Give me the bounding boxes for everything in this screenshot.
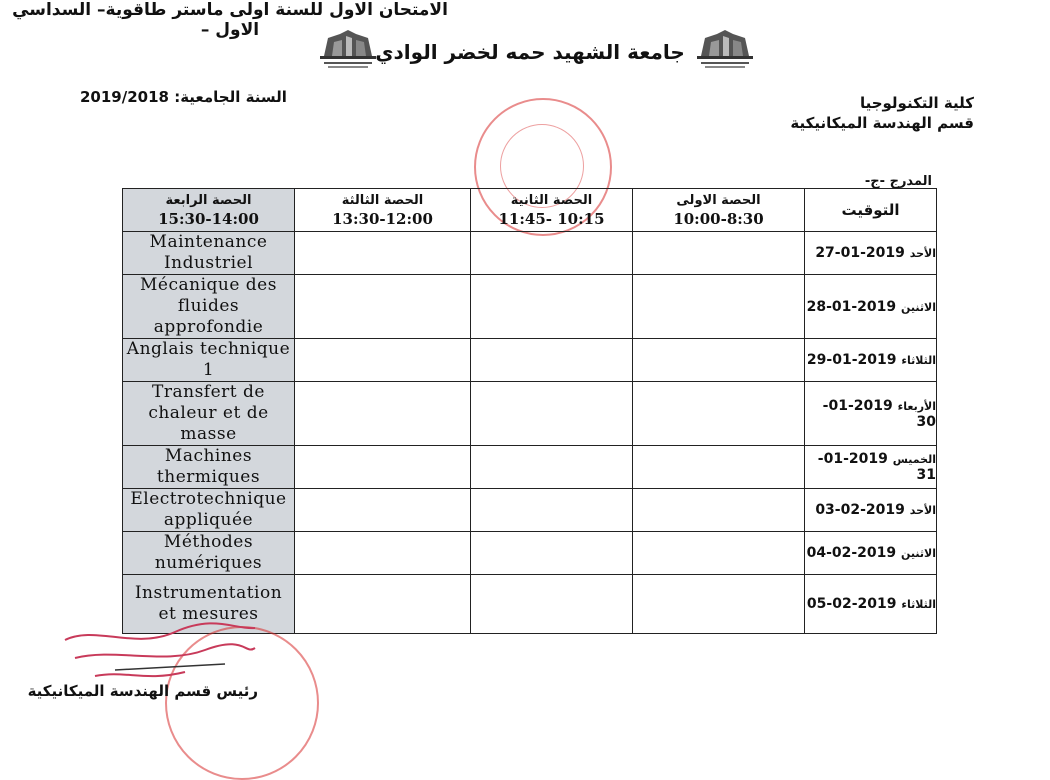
empty-cell xyxy=(295,575,471,634)
empty-cell xyxy=(295,489,471,532)
date-value: 2019-02-05 xyxy=(806,596,897,612)
subject-cell: Electrotechnique appliquée xyxy=(123,489,295,532)
academic-year: السنة الجامعية: 2019/2018 xyxy=(80,88,287,106)
period-2-header xyxy=(471,189,633,232)
table-row xyxy=(123,339,937,382)
empty-cell xyxy=(295,532,471,575)
subject-cell: Maintenance Industriel xyxy=(123,232,295,275)
subject-cell: Méthodes numériques xyxy=(123,532,295,575)
date-value: 2019-01-30 xyxy=(822,397,936,430)
table-row xyxy=(123,382,937,446)
subject-cell: Machines thermiques xyxy=(123,446,295,489)
day-name: الخميس xyxy=(892,453,936,466)
empty-cell xyxy=(295,382,471,446)
empty-cell xyxy=(471,275,633,339)
date-value: 2019-02-04 xyxy=(806,545,897,561)
department-head-signature-title: رئيس قسم الهندسة الميكانيكية xyxy=(27,682,258,700)
empty-cell xyxy=(295,232,471,275)
period-1-header xyxy=(633,189,805,232)
empty-cell xyxy=(295,275,471,339)
table-row xyxy=(123,532,937,575)
timing-header: التوقيت xyxy=(805,189,937,232)
hall-label: المدرج -ج- xyxy=(864,174,932,189)
empty-cell xyxy=(471,382,633,446)
period-1-name: الحصة الاولى xyxy=(676,193,761,208)
date-value: 2019-01-28 xyxy=(806,298,897,315)
date-cell xyxy=(805,575,937,634)
empty-cell xyxy=(295,446,471,489)
date-cell xyxy=(805,232,937,275)
period-4-header xyxy=(123,189,295,232)
empty-cell xyxy=(295,339,471,382)
date-cell xyxy=(805,339,937,382)
faculty-department xyxy=(790,93,974,133)
day-name: الأحد xyxy=(909,504,936,517)
date-cell xyxy=(805,446,937,489)
date-cell xyxy=(805,382,937,446)
empty-cell xyxy=(633,232,805,275)
empty-cell xyxy=(633,575,805,634)
table-header-row xyxy=(123,189,937,232)
date-value: 2019-02-03 xyxy=(815,502,905,518)
date-cell xyxy=(805,275,937,339)
subject-cell: Mécanique des fluides approfondie xyxy=(123,275,295,339)
day-name: الأحد xyxy=(909,247,936,260)
table-row xyxy=(123,489,937,532)
department-name: قسم الهندسة الميكانيكية xyxy=(790,114,974,132)
empty-cell xyxy=(471,532,633,575)
university-name: جامعة الشهيد حمه لخضر الوادي xyxy=(375,40,685,64)
date-cell xyxy=(805,532,937,575)
faculty-name: كلية التكنولوجيا xyxy=(859,94,974,112)
empty-cell xyxy=(633,489,805,532)
subject-cell: Transfert de chaleur et de masse xyxy=(123,382,295,446)
empty-cell xyxy=(633,275,805,339)
exam-title: الامتحان الاول للسنة اولى ماستر طاقوية– السداسي الاول – xyxy=(12,0,448,40)
empty-cell xyxy=(633,532,805,575)
day-name: الأربعاء xyxy=(897,399,936,413)
period-1-time: 10:00-8:30 xyxy=(673,210,764,228)
table-row xyxy=(123,232,937,275)
period-3-header xyxy=(295,189,471,232)
period-4-name: الحصة الرابعة xyxy=(165,193,252,208)
period-3-name: الحصة الثالثة xyxy=(341,193,424,208)
subject-cell: Anglais technique 1 xyxy=(123,339,295,382)
empty-cell xyxy=(471,446,633,489)
table-row xyxy=(123,275,937,339)
subject-cell: Instrumentation et mesures xyxy=(123,575,295,634)
empty-cell xyxy=(633,339,805,382)
day-name: الثلاثاء xyxy=(901,598,936,611)
period-3-time: 13:30-12:00 xyxy=(332,210,433,228)
date-cell xyxy=(805,489,937,532)
table-row xyxy=(123,446,937,489)
period-4-time: 15:30-14:00 xyxy=(158,210,259,228)
date-value: 2019-01-31 xyxy=(817,451,936,483)
day-name: الثلاثاء xyxy=(901,354,936,367)
empty-cell xyxy=(471,489,633,532)
date-value: 2019-01-27 xyxy=(815,245,905,261)
day-name: الاثنين xyxy=(901,547,936,560)
empty-cell xyxy=(471,339,633,382)
exam-schedule-table xyxy=(122,188,937,634)
period-2-time: 11:45- 10:15 xyxy=(498,210,605,228)
empty-cell xyxy=(633,382,805,446)
date-value: 2019-01-29 xyxy=(806,352,897,368)
day-name: الاثنين xyxy=(901,300,936,314)
empty-cell xyxy=(471,232,633,275)
empty-cell xyxy=(633,446,805,489)
period-2-name: الحصة الثانية xyxy=(510,193,593,208)
empty-cell xyxy=(471,575,633,634)
